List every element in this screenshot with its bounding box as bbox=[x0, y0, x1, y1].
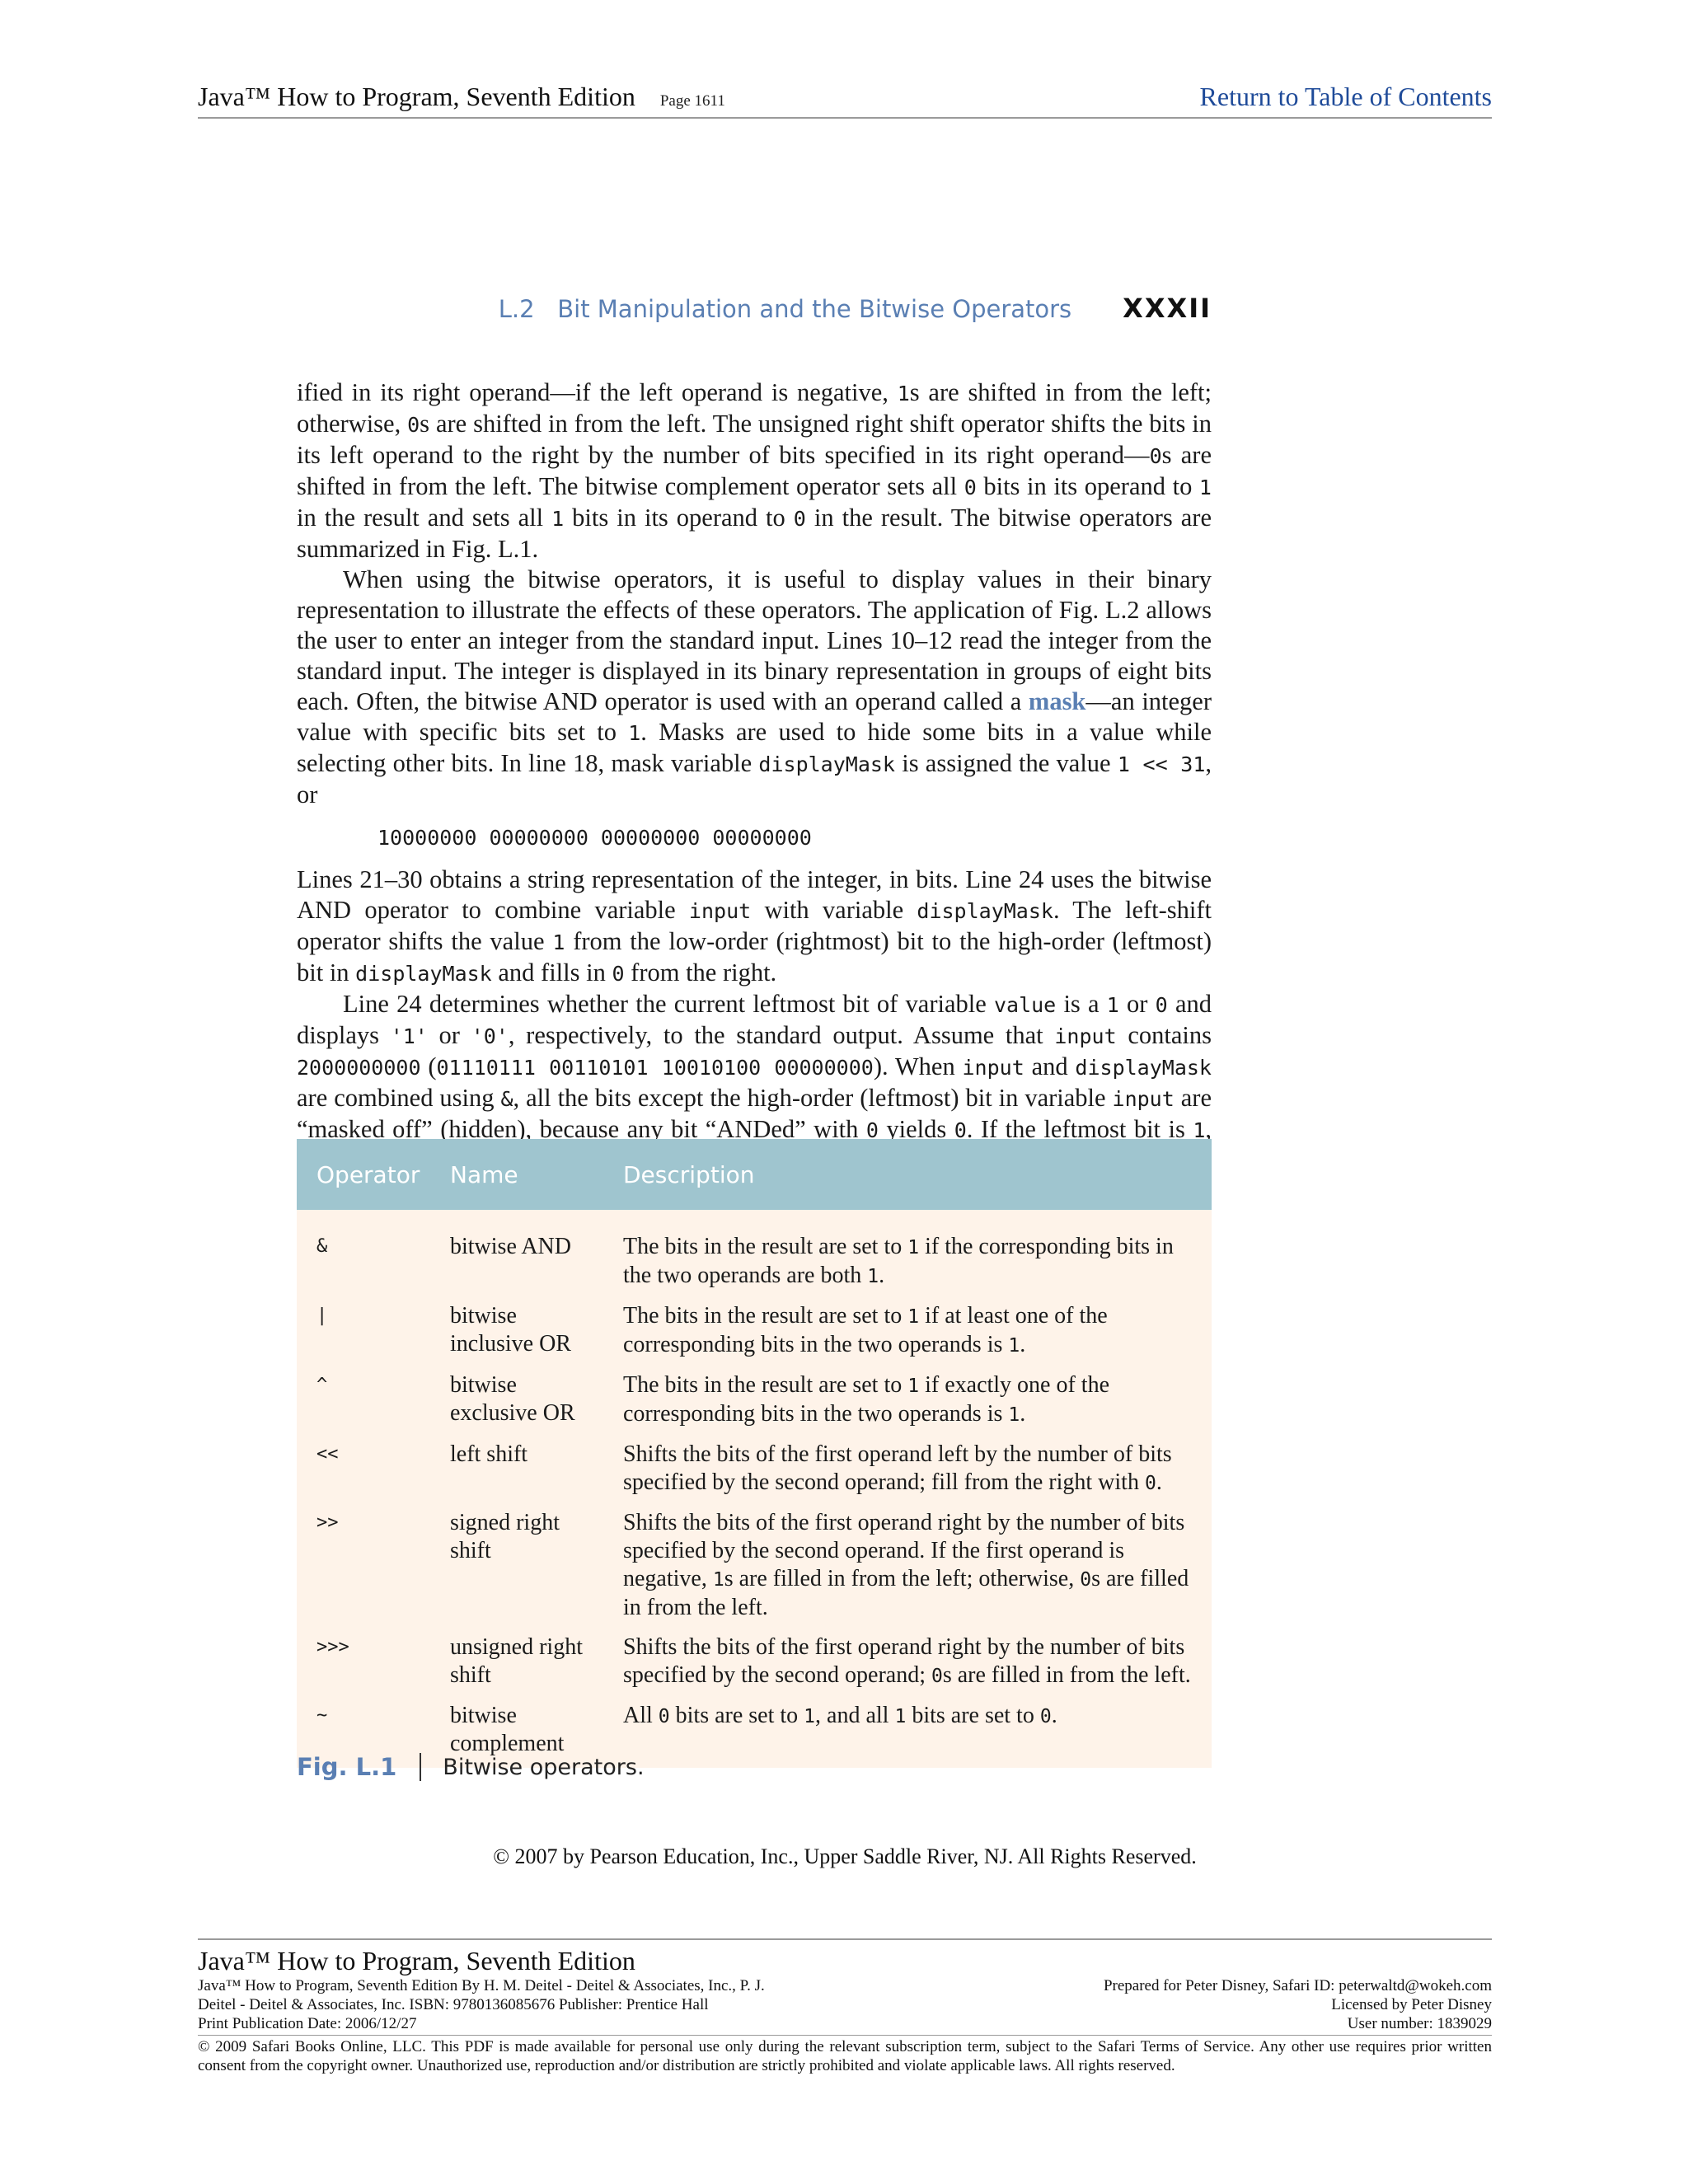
code-run: 1 bbox=[867, 1266, 879, 1287]
text-run: s are filled in from the left. bbox=[623, 1566, 1189, 1620]
code-run: 0 bbox=[931, 1666, 943, 1687]
code-run: displayMask bbox=[917, 899, 1053, 923]
table-header-row bbox=[297, 1139, 1212, 1210]
text-run: are combined using bbox=[297, 1084, 501, 1112]
code-run: 2000000000 bbox=[297, 1056, 421, 1080]
name-cell: bitwise exclusive OR bbox=[450, 1372, 575, 1426]
operator-cell: << bbox=[316, 1444, 339, 1465]
text-run: in the result. The bitwise operators are summarized in Fig. L.1. bbox=[297, 504, 1212, 563]
bitwise-operators-table bbox=[297, 1139, 1212, 1768]
code-run: 1 bbox=[628, 721, 641, 745]
code-run: 1 bbox=[804, 1706, 816, 1727]
header-left bbox=[198, 82, 725, 112]
text-run: . Masks are used to hide some bits in a value while selecting other bits. In line 18, mask variable bbox=[297, 718, 1212, 777]
text-run: Shifts the bits of the first operand right by the number of bits specified by the second operand. If the first operand is negative, bbox=[623, 1510, 1185, 1591]
code-run: '1' bbox=[390, 1024, 428, 1048]
text-run: The bits in the result are set to bbox=[623, 1234, 908, 1259]
paragraph-2 bbox=[297, 565, 1212, 810]
code-run: 0 bbox=[1080, 1569, 1092, 1591]
code-run: 1 bbox=[1106, 993, 1119, 1017]
code-run: displayMask bbox=[758, 752, 895, 776]
book-title: Java™ How to Program, Seventh Edition bbox=[198, 82, 635, 111]
header-name: Name bbox=[450, 1160, 518, 1188]
text-run: or bbox=[427, 1021, 471, 1049]
text-run: All bbox=[623, 1703, 659, 1728]
name-cell: bitwise inclusive OR bbox=[450, 1303, 571, 1357]
code-run: '0' bbox=[471, 1024, 509, 1048]
name-cell: bitwise AND bbox=[450, 1234, 571, 1259]
text-run: and displays bbox=[297, 990, 1212, 1049]
footer-right bbox=[1104, 1976, 1492, 2033]
text-run: from the low-order (rightmost) bit to the high-order (leftmost) bit in bbox=[297, 927, 1212, 987]
text-run: with variable bbox=[751, 896, 917, 924]
table-row bbox=[297, 1633, 1212, 1702]
code-run: 0 bbox=[407, 413, 420, 437]
name-cell: bitwise complement bbox=[450, 1703, 565, 1756]
text-run: s are shifted in from the left. The unsigned right shift operator shifts the bits in its left operand to the right by the number of bits specified in its right operand— bbox=[297, 410, 1212, 469]
text-run: , or bbox=[297, 749, 1212, 808]
text-run: and fills in bbox=[491, 958, 612, 987]
text-run: if at least one of the corresponding bits in the two operands is bbox=[623, 1303, 1108, 1357]
folio: XXXII bbox=[1123, 293, 1212, 324]
text-run: Line 24 determines whether the current leftmost bit of variable bbox=[343, 990, 994, 1018]
operator-cell: | bbox=[316, 1305, 328, 1326]
code-example: 10000000 00000000 00000000 00000000 bbox=[377, 826, 812, 850]
footer-left bbox=[198, 1976, 765, 2033]
code-run: 0 bbox=[658, 1706, 670, 1727]
body-text bbox=[297, 377, 1212, 1176]
code-run: 0 bbox=[1149, 444, 1162, 468]
copyright-notice: © 2007 by Pearson Education, Inc., Upper Saddle River, NJ. All Rights Reserved. bbox=[493, 1844, 1197, 1868]
running-head bbox=[297, 293, 1212, 329]
code-run: input bbox=[1112, 1087, 1175, 1111]
code-run: input bbox=[962, 1056, 1025, 1080]
code-run: 0 bbox=[1039, 1706, 1052, 1727]
code-run: 0 bbox=[612, 962, 625, 986]
footer-book-title: Java™ How to Program, Seventh Edition bbox=[198, 1946, 635, 1975]
text-run: Shifts the bits of the first operand right by the number of bits specified by the second operand; bbox=[623, 1634, 1185, 1688]
description-cell bbox=[603, 1702, 1212, 1768]
key-term-mask: mask bbox=[1028, 687, 1086, 715]
code-run: input bbox=[1054, 1024, 1117, 1048]
text-run: The bits in the result are set to bbox=[623, 1372, 908, 1398]
code-run: 1 bbox=[1008, 1335, 1020, 1357]
text-run: . bbox=[1156, 1469, 1162, 1495]
text-run: bits are set to bbox=[906, 1703, 1040, 1728]
text-run: from the right. bbox=[624, 958, 777, 987]
code-run: 0 bbox=[1144, 1473, 1156, 1494]
text-run: if exactly one of the corresponding bits in the two operands is bbox=[623, 1372, 1110, 1427]
code-run: 0 bbox=[964, 476, 977, 499]
text-run: . bbox=[1051, 1703, 1057, 1728]
text-run: When using the bitwise operators, it is useful to display values in their binary representation to illustrate the effects of these operators. The application of Fig. L.2 allows the user to enter an integer from the standard input. Lines 10–12 read the integer from the standard input. The integer is displayed in its binary representation in groups of eight bits each. Often, the bitwise AND operator is used with an operand called a bbox=[297, 565, 1212, 715]
code-run: displayMask bbox=[1075, 1056, 1212, 1080]
code-run: 1 bbox=[1008, 1404, 1020, 1426]
text-run: bits in its operand to bbox=[976, 472, 1199, 500]
figure-caption bbox=[297, 1750, 645, 1783]
footer-prepared-for: Prepared for Peter Disney, Safari ID: peterwaltd@wokeh.com bbox=[1103, 1977, 1492, 1994]
code-run: 1 bbox=[907, 1306, 920, 1328]
code-run: input bbox=[688, 899, 752, 923]
table-row bbox=[297, 1509, 1212, 1633]
operator-cell: ^ bbox=[316, 1375, 328, 1395]
text-run: yields bbox=[878, 1115, 954, 1143]
text-run: s are filled in from the left. bbox=[942, 1662, 1191, 1688]
description-cell bbox=[603, 1441, 1212, 1509]
text-run: . bbox=[1020, 1401, 1026, 1427]
text-run: ). When bbox=[873, 1052, 963, 1080]
code-run: 1 bbox=[907, 1237, 920, 1258]
operator-cell: >>> bbox=[316, 1637, 349, 1657]
table-row bbox=[297, 1302, 1212, 1371]
code-run: & bbox=[500, 1087, 513, 1111]
text-run: ified in its right operand—if the left operand is negative, bbox=[297, 378, 898, 406]
text-run: or bbox=[1118, 990, 1156, 1018]
section-title: L.2 Bit Manipulation and the Bitwise Operators bbox=[498, 295, 1072, 323]
code-run: displayMask bbox=[355, 962, 492, 986]
name-cell: left shift bbox=[450, 1441, 528, 1467]
code-run: 1 bbox=[1193, 1118, 1206, 1142]
code-run: 1 bbox=[1198, 476, 1212, 499]
text-run: ( bbox=[420, 1052, 437, 1080]
header-operator: Operator bbox=[316, 1160, 420, 1188]
operator-cell: & bbox=[316, 1236, 328, 1257]
text-run: , the bbox=[297, 1115, 1212, 1174]
description-cell bbox=[603, 1633, 1212, 1702]
footer-licensed-by: Licensed by Peter Disney bbox=[1331, 1996, 1492, 2013]
name-cell: signed right shift bbox=[450, 1510, 560, 1563]
code-run: 0 bbox=[793, 507, 806, 531]
code-run: value bbox=[993, 993, 1057, 1017]
text-run: Shifts the bits of the first operand left by the number of bits specified by the second operand; fill from the right with bbox=[623, 1441, 1172, 1495]
page-footer bbox=[198, 1938, 1492, 2075]
text-run: The bits in the result are set to bbox=[623, 1303, 908, 1329]
code-run: 1 bbox=[712, 1569, 724, 1591]
text-run: is a bbox=[1056, 990, 1107, 1018]
code-run: 0 bbox=[954, 1118, 967, 1142]
table-row bbox=[297, 1210, 1212, 1302]
description-cell bbox=[603, 1509, 1212, 1633]
code-run: 1 bbox=[894, 1706, 907, 1727]
footer-author-line: Java™ How to Program, Seventh Edition By H. M. Deitel - Deitel & Associates, Inc., P. J. bbox=[198, 1977, 765, 1994]
text-run: are “masked off” (hidden), because any bit “ANDed” with bbox=[297, 1084, 1212, 1143]
text-run: . The left-shift operator shifts the value bbox=[297, 896, 1212, 955]
operator-cell: ~ bbox=[316, 1705, 328, 1726]
text-run: , and all bbox=[815, 1703, 895, 1728]
page-header bbox=[198, 76, 1492, 119]
text-run: s are filled in from the left; otherwise, bbox=[724, 1566, 1081, 1591]
code-run: 1 bbox=[897, 382, 910, 405]
text-run: contains bbox=[1116, 1021, 1212, 1049]
paragraph-3 bbox=[297, 865, 1212, 989]
text-run: bits are set to bbox=[669, 1703, 804, 1728]
paragraph-1 bbox=[297, 377, 1212, 565]
header-description: Description bbox=[623, 1160, 755, 1188]
page-number: Page 1611 bbox=[659, 92, 725, 110]
code-run: 1 bbox=[552, 930, 565, 954]
text-run: , all the bits except the high-order (leftmost) bit in variable bbox=[513, 1084, 1113, 1112]
text-run: in the result and sets all bbox=[297, 504, 552, 532]
text-run: bits in its operand to bbox=[564, 504, 794, 532]
text-run: . bbox=[879, 1263, 885, 1288]
figure-title: Bitwise operators. bbox=[443, 1754, 645, 1780]
text-run: and bbox=[1024, 1052, 1076, 1080]
footer-user-number: User number: 1839029 bbox=[1347, 2015, 1492, 2032]
description-cell bbox=[603, 1210, 1212, 1302]
text-run: if the corresponding bits in the two operands are both bbox=[623, 1234, 1174, 1288]
text-run: , respectively, to the standard output. Assume that bbox=[508, 1021, 1055, 1049]
caption-divider bbox=[420, 1753, 421, 1781]
code-run: 0 bbox=[865, 1118, 879, 1142]
description-cell bbox=[603, 1302, 1212, 1371]
table-row bbox=[297, 1371, 1212, 1441]
footer-legal-notice: © 2009 Safari Books Online, LLC. This PDF is made available for personal use only during the relevant subscription term, subject to the Safari Terms of Service. Any other use requires prior written consent from the copyright owner. Unauthorized use, reproduction and/or distribution are strictly prohibited and violate applicable laws. All rights reserved. bbox=[198, 2035, 1492, 2075]
text-run: Lines 21–30 obtains a string representation of the integer, in bits. Line 24 uses the bitwise AND operator to combine variable bbox=[297, 865, 1212, 924]
code-run: 1 << 31 bbox=[1117, 752, 1206, 776]
code-run: 1 bbox=[907, 1376, 920, 1397]
text-run: . If the leftmost bit is bbox=[966, 1115, 1193, 1143]
toc-link[interactable]: Return to Table of Contents bbox=[1199, 82, 1492, 111]
operator-cell: >> bbox=[316, 1512, 339, 1533]
footer-info-row bbox=[198, 1976, 1492, 2033]
name-cell: unsigned right shift bbox=[450, 1634, 583, 1688]
text-run: —an integer value with specific bits set to bbox=[297, 687, 1212, 746]
text-run: s are shifted in from the left. The bitwise complement operator sets all bbox=[297, 441, 1212, 500]
code-run: 1 bbox=[551, 507, 565, 531]
text-run: . bbox=[1020, 1332, 1026, 1357]
figure-label: Fig. L.1 bbox=[297, 1753, 397, 1781]
footer-isbn-line: Deitel - Deitel & Associates, Inc. ISBN: 9780136085676 Publisher: Prentice Hall bbox=[198, 1996, 709, 2013]
code-run: 0 bbox=[1155, 993, 1168, 1017]
text-run: s are shifted in from the left; otherwise, bbox=[297, 378, 1212, 438]
footer-publication-date: Print Publication Date: 2006/12/27 bbox=[198, 2015, 417, 2032]
description-cell bbox=[603, 1371, 1212, 1441]
code-run: 01110111 00110101 10010100 00000000 bbox=[436, 1056, 874, 1080]
table-row bbox=[297, 1441, 1212, 1509]
text-run: is assigned the value bbox=[895, 749, 1118, 777]
